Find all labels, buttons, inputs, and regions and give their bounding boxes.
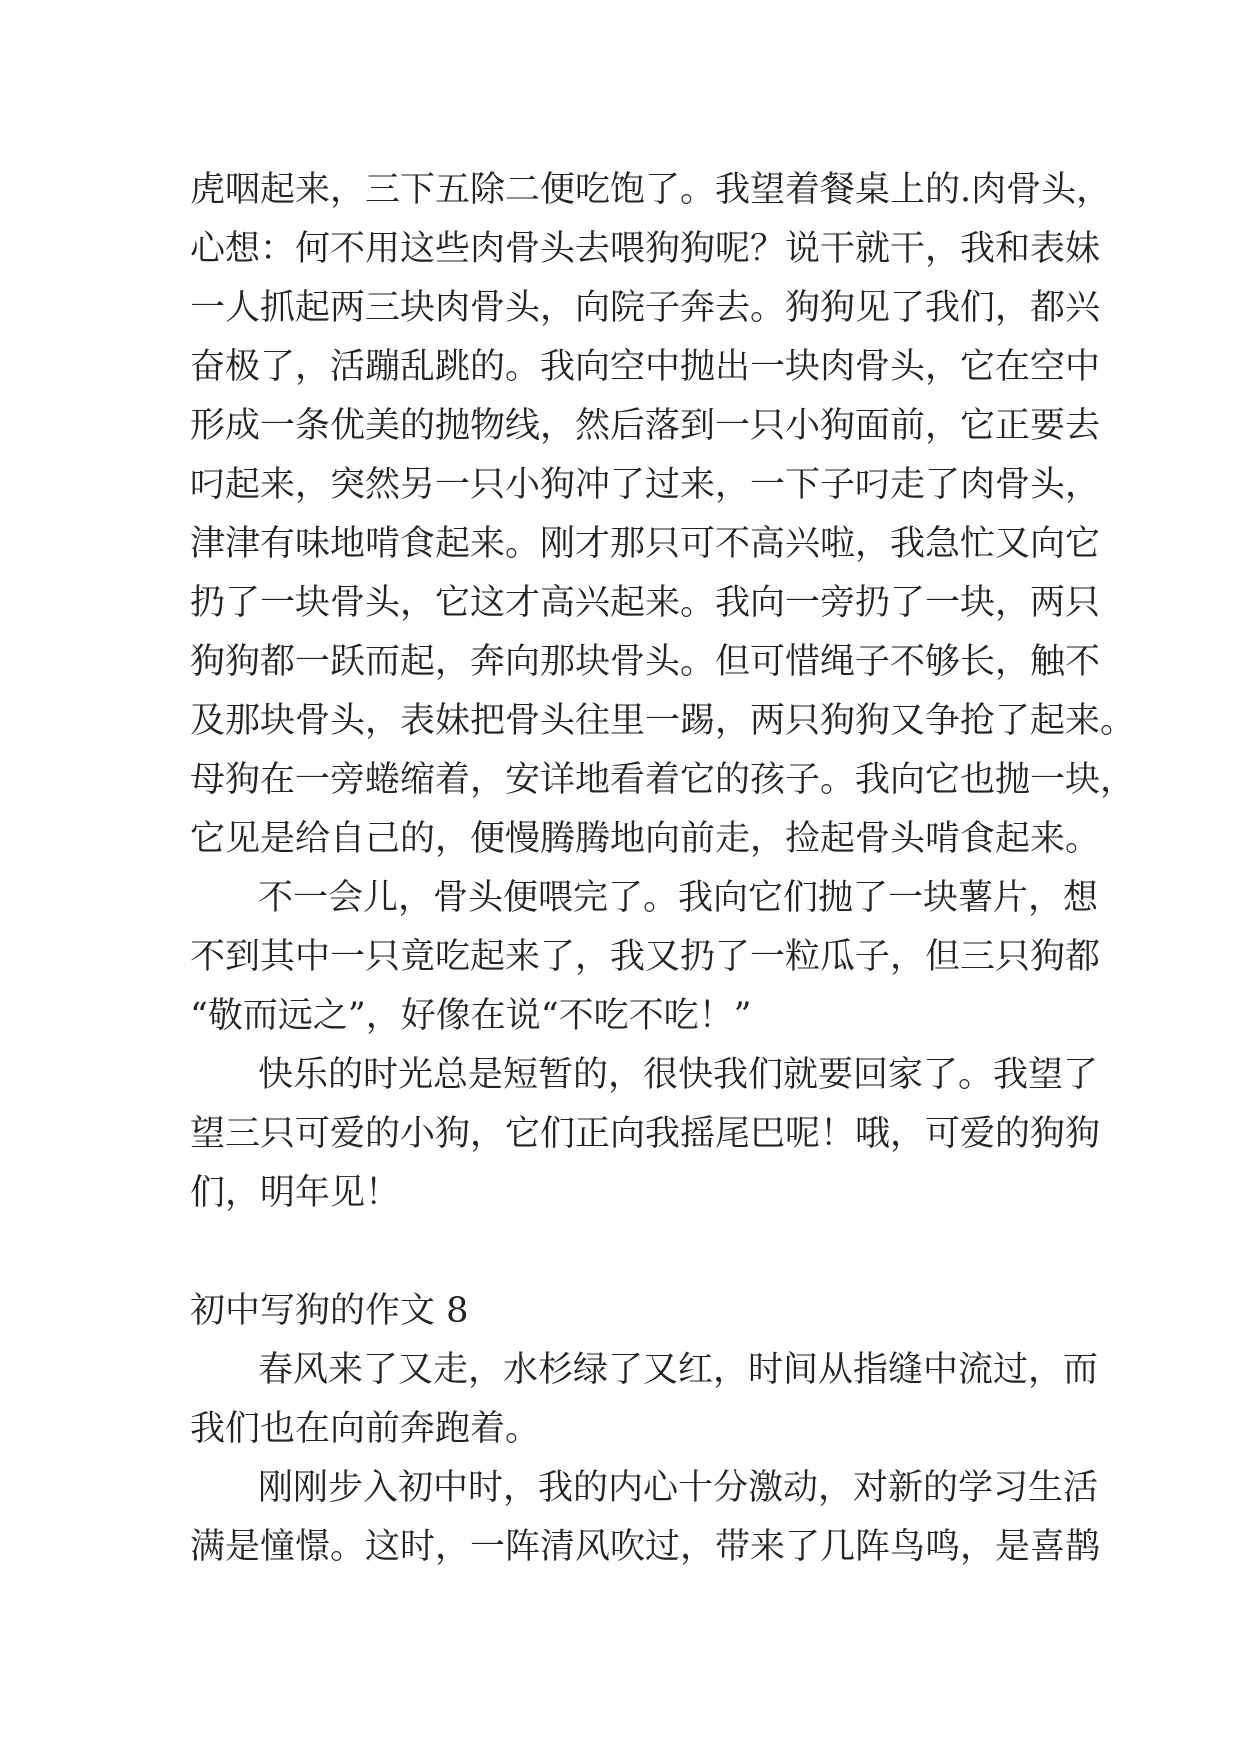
paragraph-line: 它见是给自己的，便慢腾腾地向前走，捡起骨头啃食起来。: [190, 819, 1101, 859]
paragraph-line: 不一会儿，骨头便喂完了。我向它们抛了一块薯片，想: [258, 878, 1099, 918]
paragraph-line: 虎咽起来，三下五除二便吃饱了。我望着餐桌上的.肉骨头，: [190, 170, 1112, 210]
paragraph-line: 满是憧憬。这时，一阵清风吹过，带来了几阵鸟鸣，是喜鹊: [190, 1527, 1101, 1567]
paragraph-line: 们，明年见！: [190, 1173, 401, 1213]
paragraph-line: 及那块骨头，表妹把骨头往里一踢，两只狗狗又争抢了起来。: [190, 701, 1136, 741]
paragraph-line: 春风来了又走，水杉绿了又红，时间从指缝中流过，而: [258, 1350, 1099, 1390]
paragraph-line: 奋极了，活蹦乱跳的。我向空中抛出一块肉骨头，它在空中: [190, 347, 1101, 387]
paragraph-line: 母狗在一旁蜷缩着，安详地看着它的孩子。我向它也抛一块，: [190, 760, 1136, 800]
paragraph-line: 不到其中一只竟吃起来了，我又扔了一粒瓜子，但三只狗都: [190, 937, 1101, 977]
section-title: 初中写狗的作文 8: [190, 1291, 469, 1331]
paragraph-line: “敬而远之”，好像在说“不吃不吃！”: [190, 996, 752, 1036]
paragraph-line: 狗狗都一跃而起，奔向那块骨头。但可惜绳子不够长，触不: [190, 642, 1101, 682]
paragraph-line: 叼起来，突然另一只小狗冲了过来，一下子叼走了肉骨头，: [190, 465, 1101, 505]
paragraph-line: 扔了一块骨头，它这才高兴起来。我向一旁扔了一块，两只: [190, 583, 1101, 623]
paragraph-line: 刚刚步入初中时，我的内心十分激动，对新的学习生活: [258, 1468, 1099, 1508]
paragraph-line: 心想：何不用这些肉骨头去喂狗狗呢？说干就干，我和表妹: [190, 229, 1101, 269]
paragraph-line: 望三只可爱的小狗，它们正向我摇尾巴呢！哦，可爱的狗狗: [190, 1114, 1101, 1154]
paragraph-line: 快乐的时光总是短暂的，很快我们就要回家了。我望了: [258, 1055, 1099, 1095]
paragraph-line: 一人抓起两三块肉骨头，向院子奔去。狗狗见了我们，都兴: [190, 288, 1101, 328]
paragraph-line: 津津有味地啃食起来。刚才那只可不高兴啦，我急忙又向它: [190, 524, 1101, 564]
paragraph-line: 我们也在向前奔跑着。: [190, 1409, 541, 1449]
paragraph-line: 形成一条优美的抛物线，然后落到一只小狗面前，它正要去: [190, 406, 1101, 446]
